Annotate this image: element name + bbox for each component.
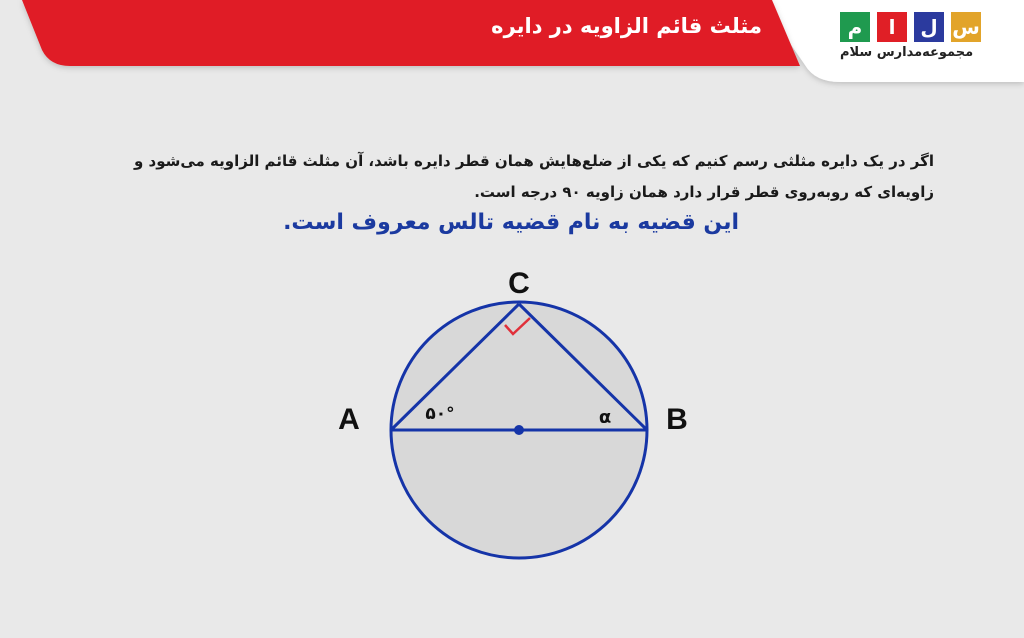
page-title: مثلث قائم الزاویه در دایره bbox=[491, 14, 762, 38]
logo-tile-mim: م bbox=[840, 12, 870, 42]
angle-b-label: α bbox=[598, 407, 612, 428]
angle-a-label: ۵۰° bbox=[425, 404, 455, 424]
theorem-statement: این قضیه به نام قضیه تالس معروف است. bbox=[283, 210, 739, 235]
logo-tile-sin: س bbox=[951, 12, 981, 42]
center-point bbox=[514, 425, 524, 435]
logo-wordmark: مجموعه‌مدارس سلام bbox=[840, 45, 974, 60]
vertex-label-a: A bbox=[338, 403, 360, 436]
logo-tile-alef: ا bbox=[877, 12, 907, 42]
intro-paragraph: اگر در یک دایره مثلثی رسم کنیم که یکی از ضلع‌هایش همان قطر دایره باشد، آن مثلث قائم الزاویه می‌شود و زاویه‌ای که روبه‌روی قطر قرار دارد همان زاویه ۹۰ درجه است. bbox=[133, 152, 934, 201]
vertex-label-c: C bbox=[508, 267, 530, 300]
logo-tile-lam: ل bbox=[914, 12, 944, 42]
vertex-label-b: B bbox=[666, 403, 688, 436]
